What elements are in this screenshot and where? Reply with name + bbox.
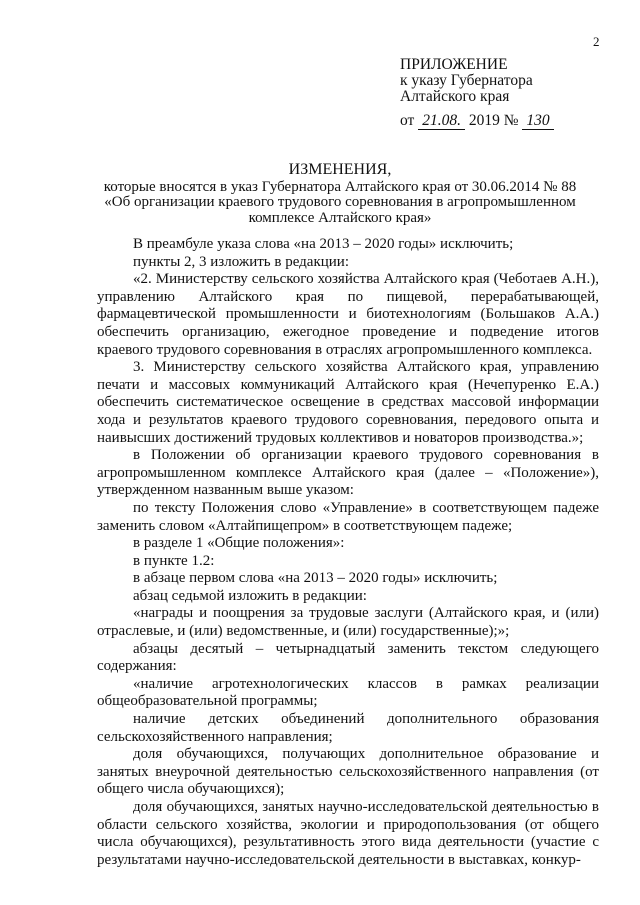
appendix-number: 130: [522, 113, 553, 130]
heading-line-1: которые вносятся в указ Губернатора Алтайского края от 30.06.2014 № 88: [103, 178, 577, 195]
document-body: [97, 236, 599, 869]
heading-line-3: комплексе Алтайского края»: [248, 209, 432, 226]
document-heading: [90, 162, 590, 226]
paragraph: 3. Министерству сельского хозяйства Алтайского края, управлению печати и массовых коммуникаций Алтайского края (Нечепуренко Е.А.) обеспечить систематическое освещение в средствах массовой информации хода и результатов краевого трудового соревнования, передового опыта и наивысших достижений трудовых коллективов и новаторов производства.»;: [97, 359, 599, 446]
heading-title: ИЗМЕНЕНИЯ,: [288, 161, 392, 178]
paragraph: в абзаце первом слова «на 2013 – 2020 годы» исключить;: [133, 570, 498, 587]
paragraph: доля обучающихся, получающих дополнительное образование и занятых внеурочной деятельностью сельскохозяйственного направления (от общего числа обучающихся);: [97, 746, 599, 798]
paragraph: абзац седьмой изложить в редакции:: [133, 587, 367, 604]
paragraph: в пункте 1.2:: [133, 552, 215, 569]
appendix-line-1: к указу Губернатора: [400, 72, 533, 89]
paragraph: «2. Министерству сельского хозяйства Алтайского края (Чеботаев А.Н.), управлению Алтайского края по пищевой, перерабатывающей, фармацевтической промышленности и биотехнологиям (Большаков А.А.) обеспечить организацию, ежегодное проведение и подведение итогов краевого трудового соревнования в отраслях агропромышленного комплекса.: [97, 271, 599, 358]
paragraph: абзацы десятый – четырнадцатый заменить текстом следующего содержания:: [97, 640, 599, 675]
paragraph: пункты 2, 3 изложить в редакции:: [133, 253, 349, 270]
appendix-line-2: Алтайского края: [400, 88, 510, 105]
paragraph: по тексту Положения слово «Управление» в соответствующем падеже заменить словом «Алтайпищепром» в соответствующем падеже;: [97, 499, 599, 534]
paragraph: В преамбуле указа слова «на 2013 – 2020 годы» исключить;: [133, 236, 514, 252]
appendix-date-line: [400, 113, 554, 130]
paragraph: «наличие агротехнологических классов в рамках реализации общеобразовательной программы;: [97, 675, 599, 710]
appendix-title: ПРИЛОЖЕНИЕ: [400, 56, 508, 73]
paragraph: в разделе 1 «Общие положения»:: [133, 535, 345, 552]
page-number: 2: [593, 34, 600, 49]
appendix-from: от: [400, 112, 415, 129]
heading-line-2: «Об организации краевого трудового соревнования в агропромышленном: [104, 194, 576, 210]
appendix-date: 21.08.: [418, 113, 465, 130]
appendix-year: 2019 №: [468, 112, 519, 129]
paragraph: «награды и поощрения за трудовые заслуги (Алтайского края, и (или) отраслевые, и (или) ведомственные, и (или) государственные);»;: [97, 605, 599, 640]
paragraph: наличие детских объединений дополнительного образования сельскохозяйственного направления;: [97, 711, 599, 745]
paragraph: доля обучающихся, занятых научно-исследовательской деятельностью в области сельского хозяйства, экологии и природопользования (от общего числа обучающихся), результативность этого вида деятельности (участие с результатами научно-исследовательской деятельности в выставках, конкур-: [97, 799, 599, 868]
paragraph: в Положении об организации краевого трудового соревнования в агропромышленном комплексе Алтайского края (далее – «Положение»), утвержденном названным выше указом:: [97, 447, 599, 499]
appendix-block: [400, 57, 554, 130]
